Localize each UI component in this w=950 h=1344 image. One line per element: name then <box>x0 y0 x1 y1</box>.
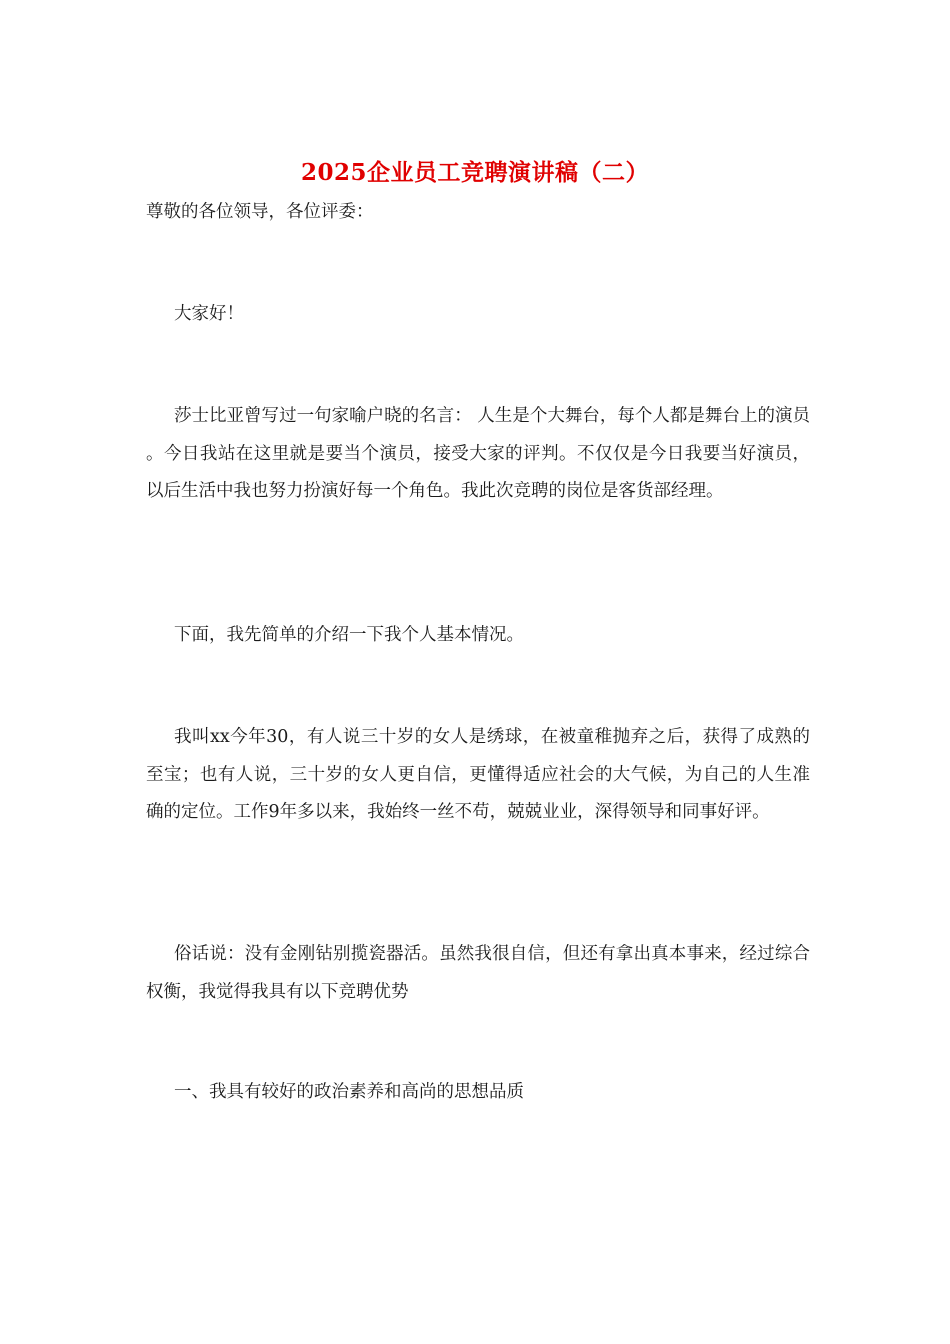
paragraph-point-one: 一、我具有较好的政治素养和高尚的思想品质 <box>174 1082 524 1102</box>
salutation: 尊敬的各位领导，各位评委： <box>146 202 374 222</box>
paragraph-proverb: 俗话说：没有金刚钻别揽瓷器活。虽然我很自信，但还有拿出真本事来，经过综合权衡，我觉得我具有以下竞聘优势 <box>146 944 810 1002</box>
paragraph-shakespeare: 莎士比亚曾写过一句家喻户晓的名言： 人生是个大舞台，每个人都是舞台上的演员 。今日我站在这里就是要当个演员，接受大家的评判。不仅仅是今日我要当好演员，以后生活中我也努力扮演好每一个角色。我此次竞聘的岗位是客货部经理。 <box>146 406 810 501</box>
document-title: 2025企业员工竞聘演讲稿（二） <box>300 159 649 186</box>
paragraph-self: 我叫xx今年30，有人说三十岁的女人是绣球，在被童稚抛弃之后，获得了成熟的至宝；也有人说，三十岁的女人更自信，更懂得适应社会的大气候，为自己的人生准确的定位。工作9年多以来，我始终一丝不苟，兢兢业业，深得领导和同事好评。 <box>146 727 810 822</box>
paragraph-intro: 下面，我先简单的介绍一下我个人基本情况。 <box>174 625 524 645</box>
paragraph-greeting: 大家好！ <box>174 304 244 324</box>
